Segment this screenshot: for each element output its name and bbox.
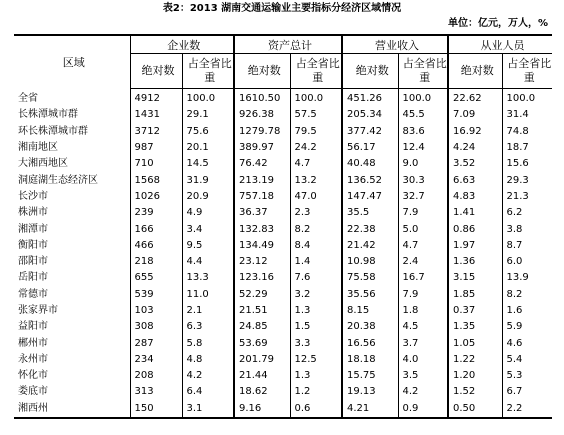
value-cell: 29.1: [182, 107, 234, 123]
value-cell: 103: [130, 303, 182, 319]
value-cell: 14.5: [182, 156, 234, 172]
value-cell: 36.37: [234, 205, 290, 221]
value-cell: 5.9: [502, 319, 552, 335]
value-cell: 23.12: [234, 254, 290, 270]
value-cell: 9.0: [398, 156, 448, 172]
value-cell: 75.58: [342, 270, 398, 286]
subheader-absolute: 绝对数: [234, 54, 290, 89]
value-cell: 150: [130, 401, 182, 418]
table-row: [14, 270, 552, 286]
value-cell: 7.9: [398, 287, 448, 303]
value-cell: 47.0: [290, 189, 342, 205]
value-cell: 539: [130, 287, 182, 303]
value-cell: 13.3: [182, 270, 234, 286]
table-row: [14, 287, 552, 303]
value-cell: 79.5: [290, 124, 342, 140]
value-cell: 12.5: [290, 352, 342, 368]
value-cell: 4.8: [182, 352, 234, 368]
value-cell: 3.52: [448, 156, 502, 172]
region-cell: 洞庭湖生态经济区: [18, 174, 98, 186]
region-cell: 郴州市: [18, 337, 48, 349]
table-row: [14, 189, 552, 205]
value-cell: 3.3: [290, 335, 342, 351]
value-cell: 287: [130, 335, 182, 351]
value-cell: 1.8: [398, 303, 448, 319]
value-cell: 6.2: [502, 205, 552, 221]
value-cell: 926.38: [234, 107, 290, 123]
value-cell: 1279.78: [234, 124, 290, 140]
value-cell: 4.4: [182, 254, 234, 270]
header-employees: 从业人员: [448, 35, 552, 54]
value-cell: 123.16: [234, 270, 290, 286]
value-cell: 2.4: [398, 254, 448, 270]
value-cell: 8.7: [502, 238, 552, 254]
table-row: [14, 238, 552, 254]
value-cell: 8.2: [502, 287, 552, 303]
value-cell: 18.62: [234, 384, 290, 400]
value-cell: 9.16: [234, 401, 290, 418]
value-cell: 1610.50: [234, 89, 290, 108]
value-cell: 18.7: [502, 140, 552, 156]
value-cell: 32.7: [398, 189, 448, 205]
value-cell: 1.41: [448, 205, 502, 221]
value-cell: 213.19: [234, 172, 290, 188]
value-cell: 16.92: [448, 124, 502, 140]
subheader-share: 占全省比重: [502, 54, 552, 89]
value-cell: 147.47: [342, 189, 398, 205]
value-cell: 20.9: [182, 189, 234, 205]
value-cell: 4.6: [502, 335, 552, 351]
value-cell: 2.2: [502, 401, 552, 418]
value-cell: 6.7: [502, 384, 552, 400]
value-cell: 134.49: [234, 238, 290, 254]
value-cell: 56.17: [342, 140, 398, 156]
value-cell: 1.36: [448, 254, 502, 270]
value-cell: 13.2: [290, 172, 342, 188]
value-cell: 40.48: [342, 156, 398, 172]
value-cell: 7.6: [290, 270, 342, 286]
region-cell: 怀化市: [18, 370, 48, 382]
value-cell: 0.50: [448, 401, 502, 418]
value-cell: 31.9: [182, 172, 234, 188]
value-cell: 1026: [130, 189, 182, 205]
value-cell: 2.3: [290, 205, 342, 221]
value-cell: 8.2: [290, 221, 342, 237]
value-cell: 3.8: [502, 221, 552, 237]
table-body: [14, 89, 552, 418]
value-cell: 15.6: [502, 156, 552, 172]
value-cell: 29.3: [502, 172, 552, 188]
table-row: [14, 335, 552, 351]
subheader-share: 占全省比重: [290, 54, 342, 89]
value-cell: 7.9: [398, 205, 448, 221]
value-cell: 35.5: [342, 205, 398, 221]
value-cell: 4.24: [448, 140, 502, 156]
value-cell: 1.22: [448, 352, 502, 368]
value-cell: 52.29: [234, 287, 290, 303]
value-cell: 35.56: [342, 287, 398, 303]
value-cell: 3.15: [448, 270, 502, 286]
value-cell: 20.1: [182, 140, 234, 156]
value-cell: 1568: [130, 172, 182, 188]
table-row: [14, 172, 552, 188]
value-cell: 1.5: [290, 319, 342, 335]
value-cell: 9.5: [182, 238, 234, 254]
value-cell: 313: [130, 384, 182, 400]
value-cell: 31.4: [502, 107, 552, 123]
value-cell: 100.0: [398, 89, 448, 108]
value-cell: 1.3: [290, 368, 342, 384]
value-cell: 3712: [130, 124, 182, 140]
value-cell: 4.21: [342, 401, 398, 418]
value-cell: 1.20: [448, 368, 502, 384]
table-row: [14, 156, 552, 172]
value-cell: 1.2: [290, 384, 342, 400]
value-cell: 0.37: [448, 303, 502, 319]
value-cell: 16.7: [398, 270, 448, 286]
value-cell: 4.2: [398, 384, 448, 400]
table-row: [14, 205, 552, 221]
value-cell: 16.56: [342, 335, 398, 351]
value-cell: 166: [130, 221, 182, 237]
region-cell: 衡阳市: [18, 239, 48, 251]
value-cell: 1.85: [448, 287, 502, 303]
table-row: [14, 319, 552, 335]
value-cell: 5.3: [502, 368, 552, 384]
region-cell: 娄底市: [18, 386, 48, 398]
value-cell: 201.79: [234, 352, 290, 368]
value-cell: 76.42: [234, 156, 290, 172]
value-cell: 4.2: [182, 368, 234, 384]
value-cell: 757.18: [234, 189, 290, 205]
value-cell: 377.42: [342, 124, 398, 140]
value-cell: 100.0: [182, 89, 234, 108]
subheader-absolute: 绝对数: [448, 54, 502, 89]
value-cell: 218: [130, 254, 182, 270]
table-row: [14, 107, 552, 123]
value-cell: 1.6: [502, 303, 552, 319]
value-cell: 30.3: [398, 172, 448, 188]
value-cell: 12.4: [398, 140, 448, 156]
value-cell: 21.42: [342, 238, 398, 254]
region-cell: 常德市: [18, 288, 48, 300]
region-cell: 大湘西地区: [18, 158, 68, 170]
region-cell: 长沙市: [18, 190, 48, 202]
region-cell: 永州市: [18, 353, 48, 365]
header-enterprises: 企业数: [130, 35, 234, 54]
table-row: [14, 124, 552, 140]
value-cell: 3.5: [398, 368, 448, 384]
value-cell: 75.6: [182, 124, 234, 140]
value-cell: 3.2: [290, 287, 342, 303]
value-cell: 0.9: [398, 401, 448, 418]
value-cell: 2.1: [182, 303, 234, 319]
value-cell: 8.15: [342, 303, 398, 319]
value-cell: 19.13: [342, 384, 398, 400]
value-cell: 8.4: [290, 238, 342, 254]
table-row: [14, 303, 552, 319]
value-cell: 100.0: [502, 89, 552, 108]
value-cell: 24.2: [290, 140, 342, 156]
value-cell: 6.63: [448, 172, 502, 188]
value-cell: 710: [130, 156, 182, 172]
subheader-absolute: 绝对数: [130, 54, 182, 89]
statistics-table: [14, 34, 552, 419]
value-cell: 451.26: [342, 89, 398, 108]
value-cell: 45.5: [398, 107, 448, 123]
table-row: [14, 401, 552, 418]
value-cell: 4.7: [290, 156, 342, 172]
subheader-share: 占全省比重: [398, 54, 448, 89]
value-cell: 21.44: [234, 368, 290, 384]
value-cell: 15.75: [342, 368, 398, 384]
table-row: [14, 221, 552, 237]
value-cell: 655: [130, 270, 182, 286]
region-cell: 环长株潭城市群: [18, 125, 88, 137]
region-cell: 湘西州: [18, 402, 48, 414]
value-cell: 1.35: [448, 319, 502, 335]
table-row: [14, 352, 552, 368]
value-cell: 308: [130, 319, 182, 335]
value-cell: 1431: [130, 107, 182, 123]
value-cell: 0.86: [448, 221, 502, 237]
value-cell: 24.85: [234, 319, 290, 335]
subheader-absolute: 绝对数: [342, 54, 398, 89]
value-cell: 239: [130, 205, 182, 221]
table-title: 表2：2013 湖南交通运输业主要指标分经济区域情况: [162, 3, 402, 14]
value-cell: 136.52: [342, 172, 398, 188]
table-row: [14, 140, 552, 156]
value-cell: 466: [130, 238, 182, 254]
value-cell: 7.09: [448, 107, 502, 123]
unit-label: 单位：亿元，万人，%: [447, 18, 548, 29]
header-total-assets: 资产总计: [234, 35, 342, 54]
value-cell: 4.83: [448, 189, 502, 205]
region-cell: 张家界市: [18, 305, 58, 316]
table-row: [14, 254, 552, 270]
value-cell: 234: [130, 352, 182, 368]
table-row: [14, 368, 552, 384]
value-cell: 0.6: [290, 401, 342, 418]
value-cell: 4912: [130, 89, 182, 108]
table-row: [14, 384, 552, 400]
value-cell: 13.9: [502, 270, 552, 286]
value-cell: 1.52: [448, 384, 502, 400]
value-cell: 22.62: [448, 89, 502, 108]
value-cell: 21.51: [234, 303, 290, 319]
region-cell: 全省: [18, 92, 38, 104]
value-cell: 57.5: [290, 107, 342, 123]
value-cell: 5.4: [502, 352, 552, 368]
value-cell: 987: [130, 140, 182, 156]
region-cell: 湘潭市: [18, 223, 48, 235]
region-cell: 湘南地区: [18, 142, 58, 154]
value-cell: 5.0: [398, 221, 448, 237]
value-cell: 6.0: [502, 254, 552, 270]
value-cell: 208: [130, 368, 182, 384]
value-cell: 4.7: [398, 238, 448, 254]
value-cell: 10.98: [342, 254, 398, 270]
header-region: 区域: [62, 56, 85, 70]
value-cell: 4.0: [398, 352, 448, 368]
value-cell: 21.3: [502, 189, 552, 205]
value-cell: 132.83: [234, 221, 290, 237]
value-cell: 53.69: [234, 335, 290, 351]
region-cell: 岳阳市: [18, 272, 48, 284]
value-cell: 5.8: [182, 335, 234, 351]
value-cell: 4.5: [398, 319, 448, 335]
value-cell: 83.6: [398, 124, 448, 140]
value-cell: 205.34: [342, 107, 398, 123]
table-row: [14, 89, 552, 108]
value-cell: 6.3: [182, 319, 234, 335]
value-cell: 1.05: [448, 335, 502, 351]
value-cell: 1.3: [290, 303, 342, 319]
region-cell: 邵阳市: [18, 256, 48, 268]
value-cell: 3.4: [182, 221, 234, 237]
value-cell: 6.4: [182, 384, 234, 400]
value-cell: 74.8: [502, 124, 552, 140]
value-cell: 20.38: [342, 319, 398, 335]
header-operating-revenue: 营业收入: [342, 35, 448, 54]
region-cell: 长株潭城市群: [18, 109, 78, 121]
value-cell: 18.18: [342, 352, 398, 368]
value-cell: 3.1: [182, 401, 234, 418]
value-cell: 22.38: [342, 221, 398, 237]
value-cell: 100.0: [290, 89, 342, 108]
region-cell: 益阳市: [18, 321, 48, 333]
region-cell: 株洲市: [18, 207, 48, 219]
value-cell: 389.97: [234, 140, 290, 156]
value-cell: 3.7: [398, 335, 448, 351]
value-cell: 1.4: [290, 254, 342, 270]
value-cell: 1.97: [448, 238, 502, 254]
value-cell: 4.9: [182, 205, 234, 221]
subheader-share: 占全省比重: [182, 54, 234, 89]
value-cell: 11.0: [182, 287, 234, 303]
